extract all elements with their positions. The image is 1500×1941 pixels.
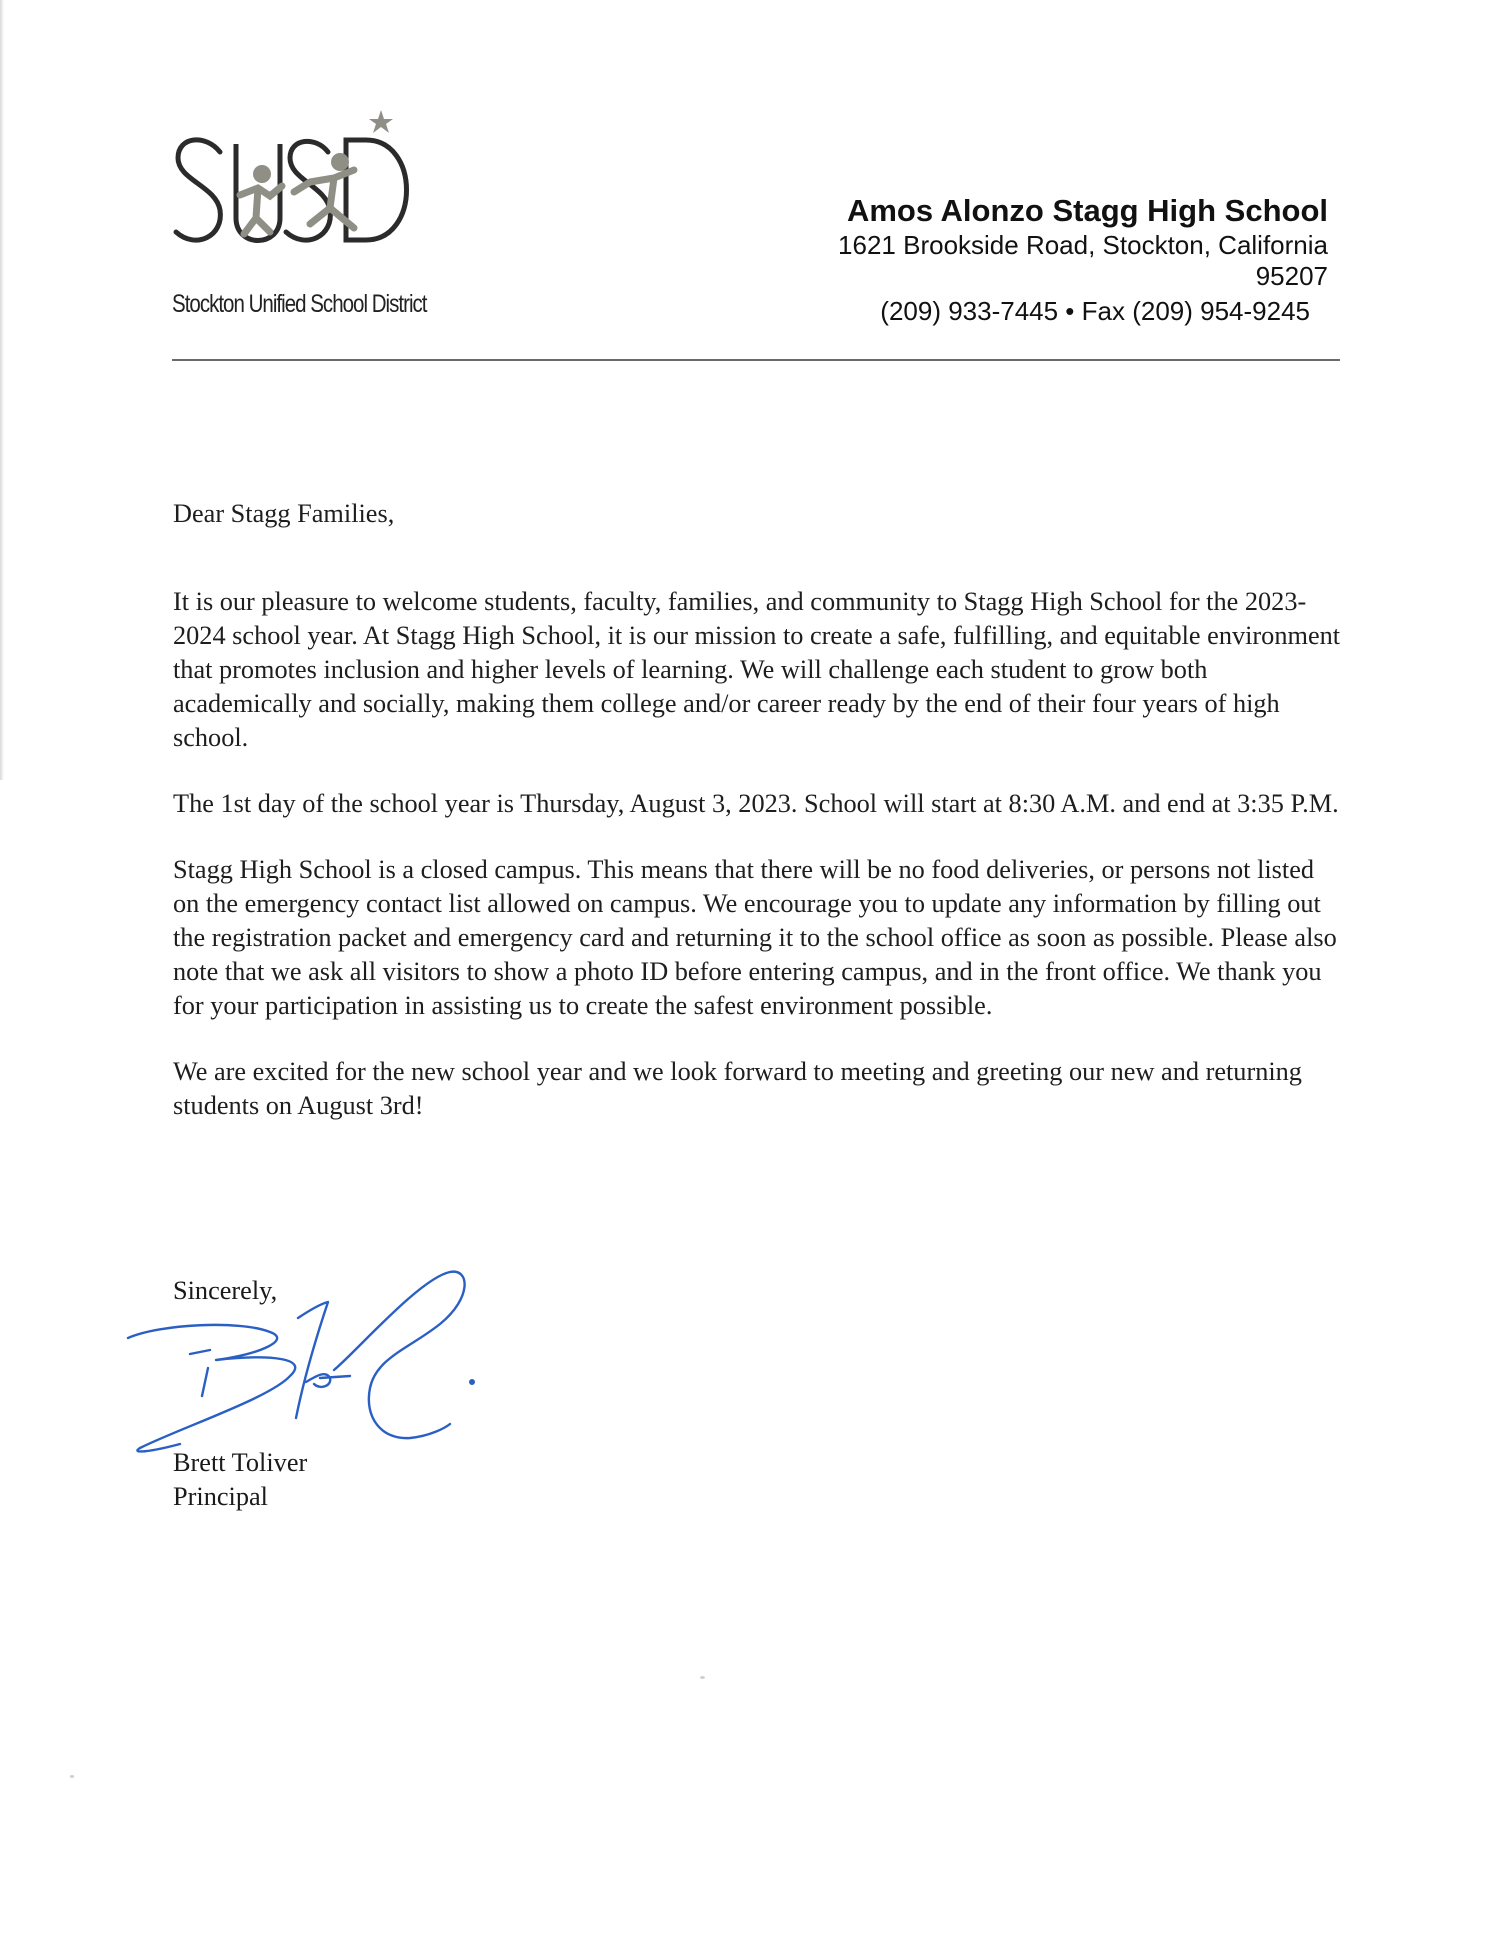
letter-paragraph-closing-remarks: We are excited for the new school year and we look forward to meeting and greeting our new and returning students on August 3rd! <box>173 1057 1302 1120</box>
signer-block <box>173 1446 307 1514</box>
signature-icon <box>120 1258 560 1468</box>
signer-name: Brett Toliver <box>173 1448 308 1477</box>
letter-closing: Sincerely, <box>173 1276 278 1305</box>
district-name: Stockton Unified School District <box>172 290 427 318</box>
letter-paragraph-first-day: The 1st day of the school year is Thursday, August 3, 2023. School will start at 8:30 A.M. and end at 3:35 P.M. <box>173 789 1339 818</box>
scan-speck <box>700 1676 705 1679</box>
letter-greeting: Dear Stagg Families, <box>173 499 395 528</box>
scan-speck <box>70 1775 74 1778</box>
scan-edge-shadow <box>0 0 4 780</box>
school-zip: 95207 <box>1255 261 1328 291</box>
letter-body <box>173 497 1343 1155</box>
letter-paragraph-closed-campus: Stagg High School is a closed campus. This means that there will be no food deliveries, or persons not listed on the emergency contact list allowed on campus. We encourage you to update any information by filling out the registration packet and emergency card and returning it to the school office as soon as possible. Please also note that we ask all visitors to show a photo ID before entering campus, and in the front office. We thank you for your participation in assisting us to create the safest environment possible. <box>173 855 1337 1020</box>
handwritten-signature <box>120 1258 560 1473</box>
school-name: Amos Alonzo Stagg High School <box>846 193 1328 228</box>
school-phone-fax: (209) 933-7445 • Fax (209) 954-9245 <box>880 296 1310 326</box>
header-divider <box>172 359 1340 361</box>
letter-paragraph-welcome: It is our pleasure to welcome students, faculty, families, and community to Stagg High School for the 2023-2024 school year. At Stagg High School, it is our mission to create a safe, fulfilling, and equitable environment that promotes inclusion and higher levels of learning. We will challenge each student to grow both academically and socially, making them college and/or career ready by the end of their four years of high school. <box>173 587 1341 752</box>
school-address: 1621 Brookside Road, Stockton, California <box>838 230 1328 260</box>
school-header <box>710 192 1330 327</box>
signer-title: Principal <box>173 1482 268 1511</box>
